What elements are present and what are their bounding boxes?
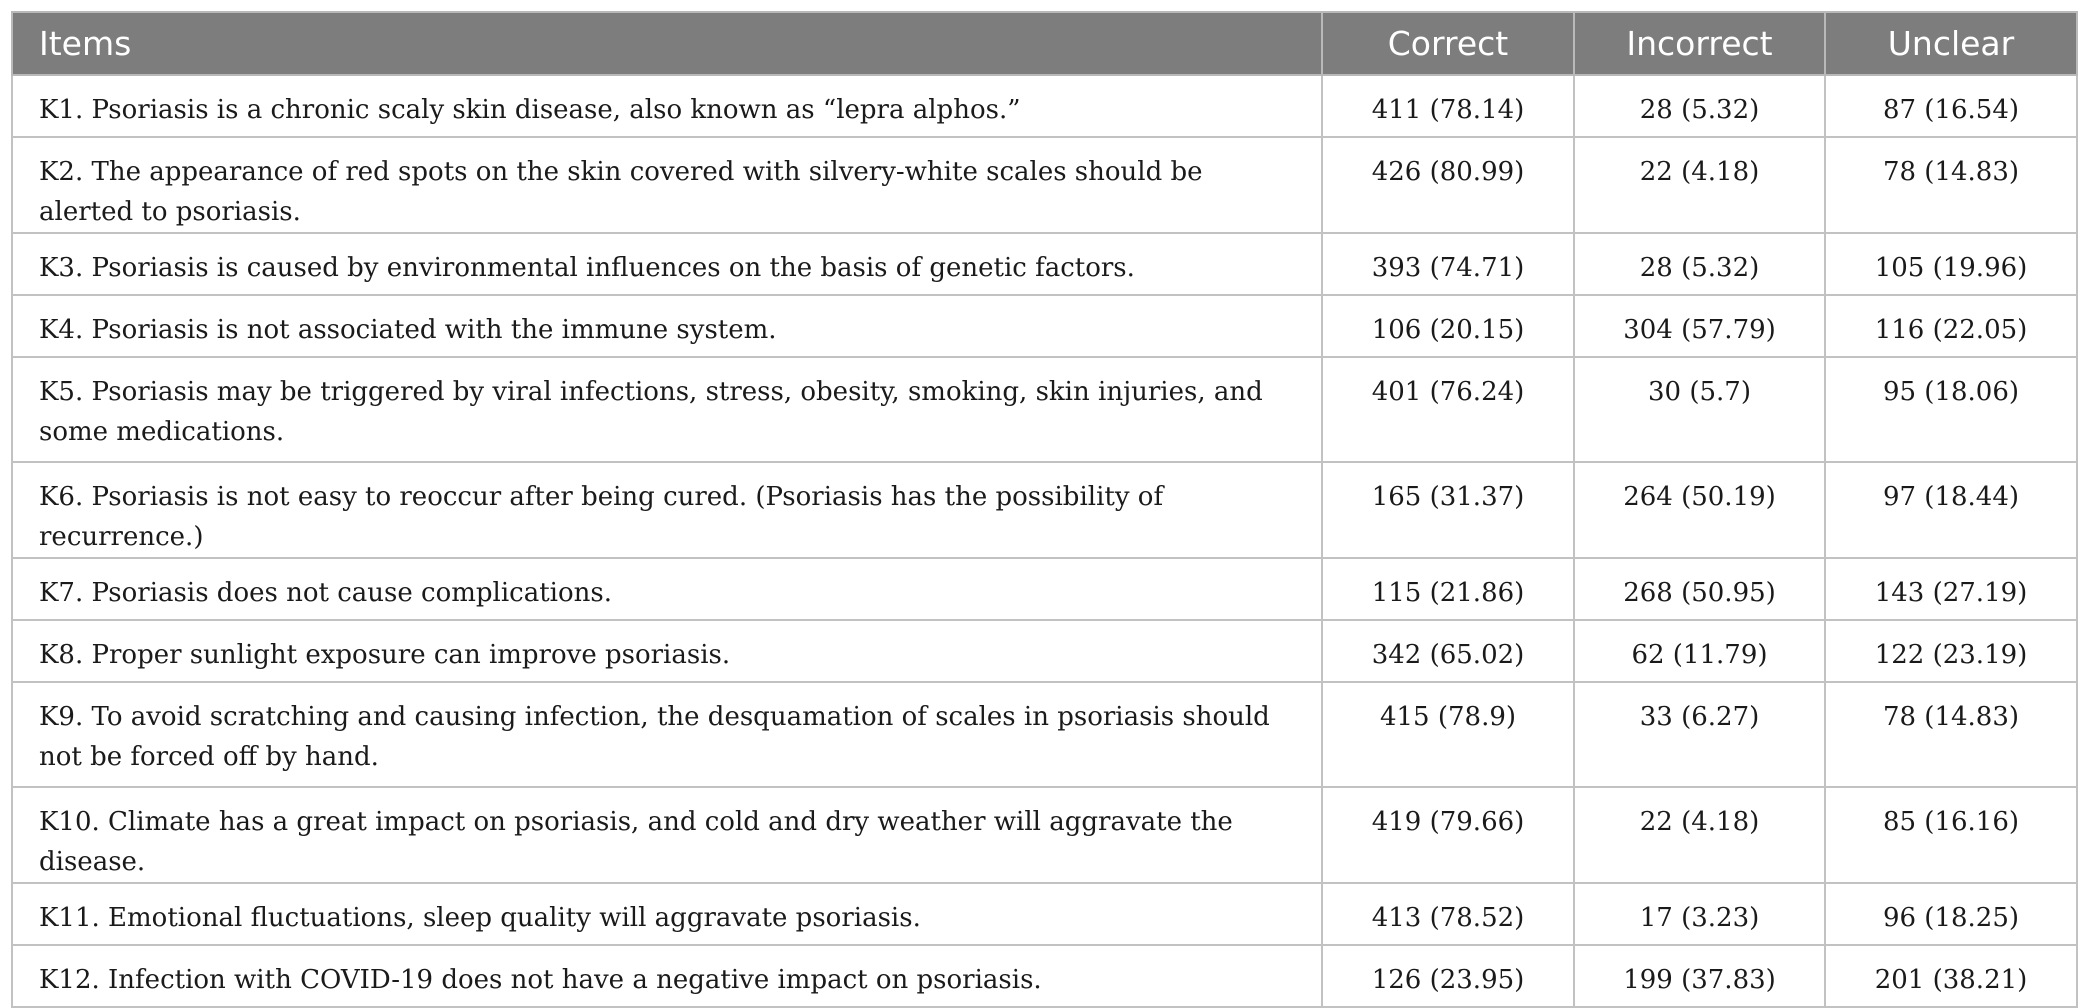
table-row [12, 295, 2077, 357]
correct-cell: 342 (65.02) [1322, 620, 1574, 682]
header-incorrect: Incorrect [1574, 12, 1825, 75]
correct-cell: 165 (31.37) [1322, 462, 1574, 558]
table-row [12, 620, 2077, 682]
correct-cell: 393 (74.71) [1322, 233, 1574, 295]
incorrect-cell: 17 (3.23) [1574, 883, 1825, 945]
item-cell: K1. Psoriasis is a chronic scaly skin disease, also known as “lepra alphos.” [12, 75, 1322, 137]
unclear-cell: 105 (19.96) [1825, 233, 2077, 295]
unclear-cell: 201 (38.21) [1825, 945, 2077, 1007]
item-cell: K2. The appearance of red spots on the skin covered with silvery-white scales should be alerted to psoriasis. [12, 137, 1322, 233]
incorrect-cell: 304 (57.79) [1574, 295, 1825, 357]
unclear-cell: 95 (18.06) [1825, 357, 2077, 462]
incorrect-cell: 264 (50.19) [1574, 462, 1825, 558]
item-cell: K4. Psoriasis is not associated with the immune system. [12, 295, 1322, 357]
incorrect-cell: 33 (6.27) [1574, 682, 1825, 787]
header-correct: Correct [1322, 12, 1574, 75]
item-cell: K7. Psoriasis does not cause complications. [12, 558, 1322, 620]
header-unclear: Unclear [1825, 12, 2077, 75]
item-cell: K5. Psoriasis may be triggered by viral infections, stress, obesity, smoking, skin injuries, and some medications. [12, 357, 1322, 462]
correct-cell: 106 (20.15) [1322, 295, 1574, 357]
incorrect-cell: 22 (4.18) [1574, 787, 1825, 883]
item-cell: K11. Emotional fluctuations, sleep quality will aggravate psoriasis. [12, 883, 1322, 945]
table-row [12, 462, 2077, 558]
unclear-cell: 78 (14.83) [1825, 137, 2077, 233]
table-row [12, 787, 2077, 883]
correct-cell: 419 (79.66) [1322, 787, 1574, 883]
unclear-cell: 85 (16.16) [1825, 787, 2077, 883]
table-row [12, 137, 2077, 233]
unclear-cell: 78 (14.83) [1825, 682, 2077, 787]
header-items: Items [12, 12, 1322, 75]
unclear-cell: 116 (22.05) [1825, 295, 2077, 357]
item-cell: K6. Psoriasis is not easy to reoccur after being cured. (Psoriasis has the possibility of recurrence.) [12, 462, 1322, 558]
unclear-cell: 143 (27.19) [1825, 558, 2077, 620]
item-cell: K3. Psoriasis is caused by environmental influences on the basis of genetic factors. [12, 233, 1322, 295]
incorrect-cell: 199 (37.83) [1574, 945, 1825, 1007]
unclear-cell: 122 (23.19) [1825, 620, 2077, 682]
table-row [12, 357, 2077, 462]
correct-cell: 413 (78.52) [1322, 883, 1574, 945]
incorrect-cell: 268 (50.95) [1574, 558, 1825, 620]
item-cell: K12. Infection with COVID-19 does not have a negative impact on psoriasis. [12, 945, 1322, 1007]
correct-cell: 415 (78.9) [1322, 682, 1574, 787]
incorrect-cell: 28 (5.32) [1574, 75, 1825, 137]
table-row [12, 233, 2077, 295]
incorrect-cell: 28 (5.32) [1574, 233, 1825, 295]
table-row [12, 558, 2077, 620]
correct-cell: 401 (76.24) [1322, 357, 1574, 462]
correct-cell: 126 (23.95) [1322, 945, 1574, 1007]
correct-cell: 115 (21.86) [1322, 558, 1574, 620]
knowledge-table-container [11, 11, 2076, 1008]
table-row [12, 75, 2077, 137]
correct-cell: 411 (78.14) [1322, 75, 1574, 137]
unclear-cell: 96 (18.25) [1825, 883, 2077, 945]
item-cell: K9. To avoid scratching and causing infection, the desquamation of scales in psoriasis should not be forced off by hand. [12, 682, 1322, 787]
table-row [12, 682, 2077, 787]
unclear-cell: 97 (18.44) [1825, 462, 2077, 558]
item-cell: K8. Proper sunlight exposure can improve psoriasis. [12, 620, 1322, 682]
table-row [12, 945, 2077, 1007]
incorrect-cell: 30 (5.7) [1574, 357, 1825, 462]
knowledge-table [11, 11, 2078, 1008]
unclear-cell: 87 (16.54) [1825, 75, 2077, 137]
incorrect-cell: 62 (11.79) [1574, 620, 1825, 682]
incorrect-cell: 22 (4.18) [1574, 137, 1825, 233]
header-row [12, 12, 2077, 75]
table-row [12, 883, 2077, 945]
correct-cell: 426 (80.99) [1322, 137, 1574, 233]
item-cell: K10. Climate has a great impact on psoriasis, and cold and dry weather will aggravate the disease. [12, 787, 1322, 883]
